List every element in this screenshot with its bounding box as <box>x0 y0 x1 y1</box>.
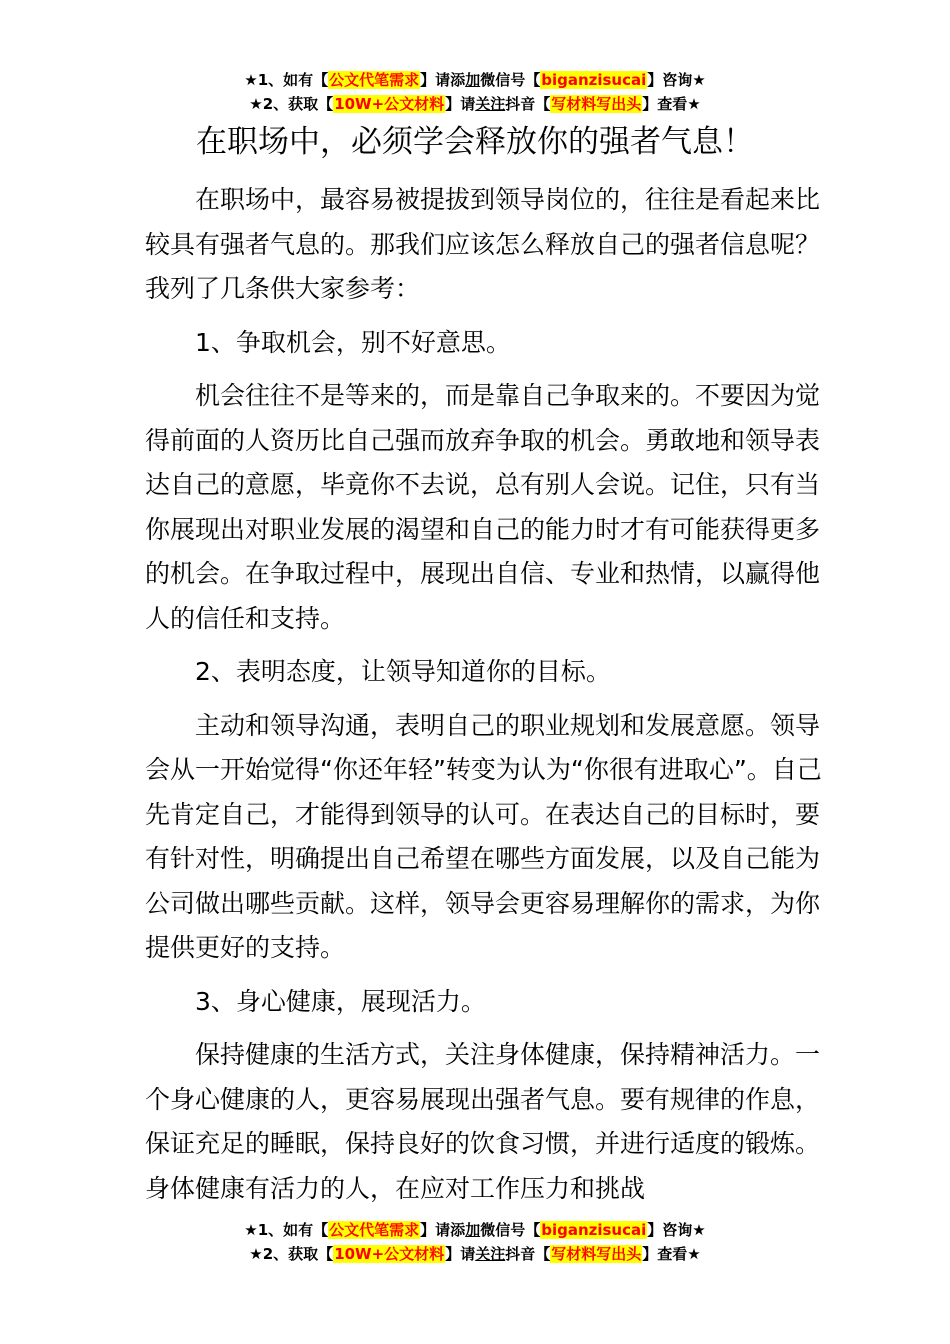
banner-line-2 <box>0 92 950 116</box>
banner-line-1 <box>0 68 950 92</box>
banner-underline: 加 <box>465 1221 481 1239</box>
banner-text: 】咨询★ <box>647 1221 706 1239</box>
banner-highlight: biganzisucai <box>541 1221 647 1239</box>
banner-text: ★1、如有【 <box>244 1221 329 1239</box>
banner-text: 微信号【 <box>480 71 541 89</box>
bottom-banner <box>0 1218 950 1266</box>
banner-highlight: biganzisucai <box>541 71 647 89</box>
banner-underline: 加 <box>465 71 481 89</box>
paragraph-1: 机会往往不是等来的，而是靠自己争取来的。不要因为觉得前面的人资历比自己强而放弃争取的机会。勇敢地和领导表达自己的意愿，毕竟你不去说，总有别人会说。记住，只有当你展现出对职业发展的渴望和自己的能力时才有可能获得更多的机会。在争取过程中，展现出自信、专业和热情，以赢得他人的信任和支持。 <box>145 381 821 633</box>
banner-text: 】咨询★ <box>647 71 706 89</box>
paragraph-intro: 在职场中，最容易被提拔到领导岗位的，往往是看起来比较具有强者气息的。那我们应该怎么释放自己的强者信息呢？我列了几条供大家参考： <box>145 185 821 303</box>
banner-underline: 关注 <box>475 1245 506 1263</box>
banner-text: 】请添 <box>420 71 466 89</box>
banner-line-2 <box>0 1242 950 1266</box>
banner-underline: 关注 <box>475 95 506 113</box>
banner-text: 】查看★ <box>642 95 701 113</box>
document-title: 在职场中，必须学会释放你的强者气息！ <box>196 124 754 160</box>
banner-highlight: 公文代笔需求 <box>329 71 420 89</box>
banner-line-1 <box>0 1218 950 1242</box>
heading-3: 3、身心健康，展现活力。 <box>195 986 486 1016</box>
banner-text: 抖音【 <box>505 1245 551 1263</box>
banner-highlight: 公文代笔需求 <box>329 1221 420 1239</box>
paragraph-2: 主动和领导沟通，表明自己的职业规划和发展意愿。领导会从一开始觉得“你还年轻”转变为认为“你很有进取心”。自己先肯定自己，才能得到领导的认可。在表达自己的目标时，要有针对性，明确提出自己希望在哪些方面发展，以及自己能为公司做出哪些贡献。这样，领导会更容易理解你的需求，为你提供更好的支持。 <box>145 710 822 962</box>
banner-text: 】请添 <box>420 1221 466 1239</box>
banner-text: 抖音【 <box>505 95 551 113</box>
banner-text: ★1、如有【 <box>244 71 329 89</box>
heading-1: 1、争取机会，别不好意思。 <box>195 327 511 357</box>
banner-text: 】查看★ <box>642 1245 701 1263</box>
banner-highlight: 10W+公文材料 <box>334 1245 445 1263</box>
banner-text: 】请 <box>445 1245 476 1263</box>
heading-2: 2、表明态度，让领导知道你的目标。 <box>195 657 611 686</box>
banner-highlight: 10W+公文材料 <box>334 95 445 113</box>
banner-text: ★2、获取【 <box>249 1245 334 1263</box>
banner-text: ★2、获取【 <box>249 95 334 113</box>
banner-highlight: 写材料写出头 <box>551 1245 642 1263</box>
banner-text: 】请 <box>445 95 476 113</box>
document-body <box>145 178 825 1220</box>
banner-highlight: 写材料写出头 <box>551 95 642 113</box>
banner-text: 微信号【 <box>480 1221 541 1239</box>
paragraph-3: 保持健康的生活方式，关注身体健康，保持精神活力。一个身心健康的人，更容易展现出强者气息。要有规律的作息，保证充足的睡眠，保持良好的饮食习惯，并进行适度的锻炼。身体健康有活力的人，在应对工作压力和挑战 <box>145 1040 821 1203</box>
top-banner <box>0 68 950 116</box>
